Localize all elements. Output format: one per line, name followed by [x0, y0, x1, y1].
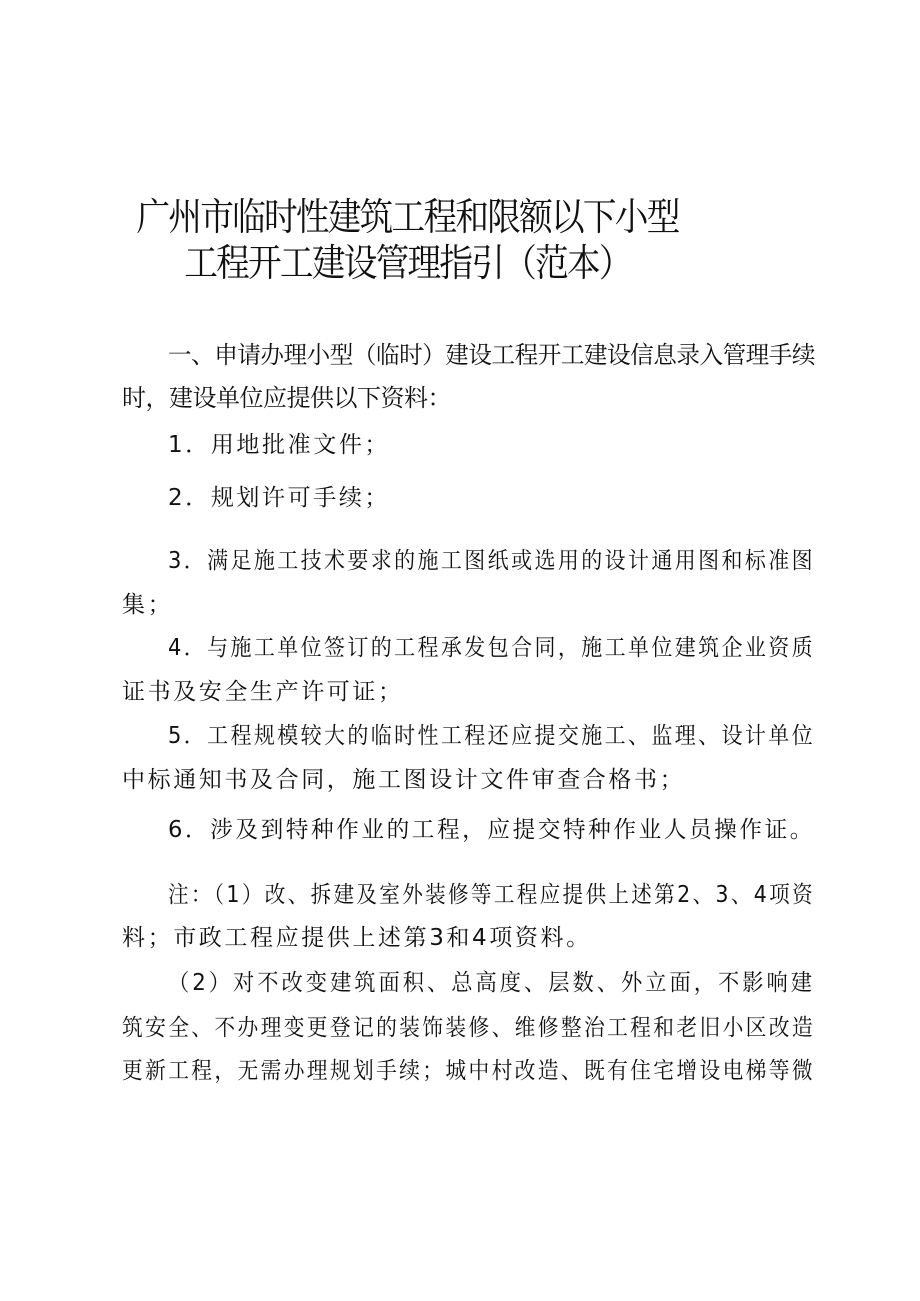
note-1-line1: 注：（1）改、拆建及室外装修等工程应提供上述第2、3、4项资 — [168, 882, 815, 908]
list-item-5-line2: 中标通知书及合同，施工图设计文件审查合格书； — [122, 767, 686, 793]
list-item-3-line2: 集； — [122, 592, 174, 618]
list-item-3-line1: 3．满足施工技术要求的施工图纸或选用的设计通用图和标准图 — [168, 548, 816, 574]
list-item-6: 6．涉及到特种作业的工程，应提交特种作业人员操作证。 — [168, 817, 815, 843]
list-item-5-line1: 5．工程规模较大的临时性工程还应提交施工、监理、设计单位 — [168, 723, 816, 749]
document-title-line1: 广州市临时性建筑工程和限额以下小型 — [136, 195, 679, 239]
list-item-1: 1．用地批准文件； — [168, 432, 391, 458]
list-item-2: 2．规划许可手续； — [168, 485, 391, 511]
list-item-4-line2: 证书及安全生产许可证； — [122, 679, 404, 705]
list-item-4-line1: 4．与施工单位签订的工程承发包合同，施工单位建筑企业资质 — [168, 635, 816, 661]
note-2-line1: （2）对不改变建筑面积、总高度、层数、外立面，不影响建 — [168, 970, 815, 996]
document-title-line2: 工程开工建设管理指引（范本） — [184, 241, 631, 285]
note-2-line2: 筑安全、不办理变更登记的装饰装修、维修整治工程和老旧小区改造 — [122, 1015, 815, 1041]
note-2-line3: 更新工程，无需办理规划手续；城中村改造、既有住宅增设电梯等微 — [122, 1058, 815, 1084]
note-1-line2: 料；市政工程应提供上述第3和4项资料。 — [122, 925, 592, 951]
section1-heading-line1: 一、申请办理小型（临时）建设工程开工建设信息录入管理手续 — [168, 341, 816, 369]
section1-heading-line2: 时，建设单位应提供以下资料： — [122, 384, 451, 412]
